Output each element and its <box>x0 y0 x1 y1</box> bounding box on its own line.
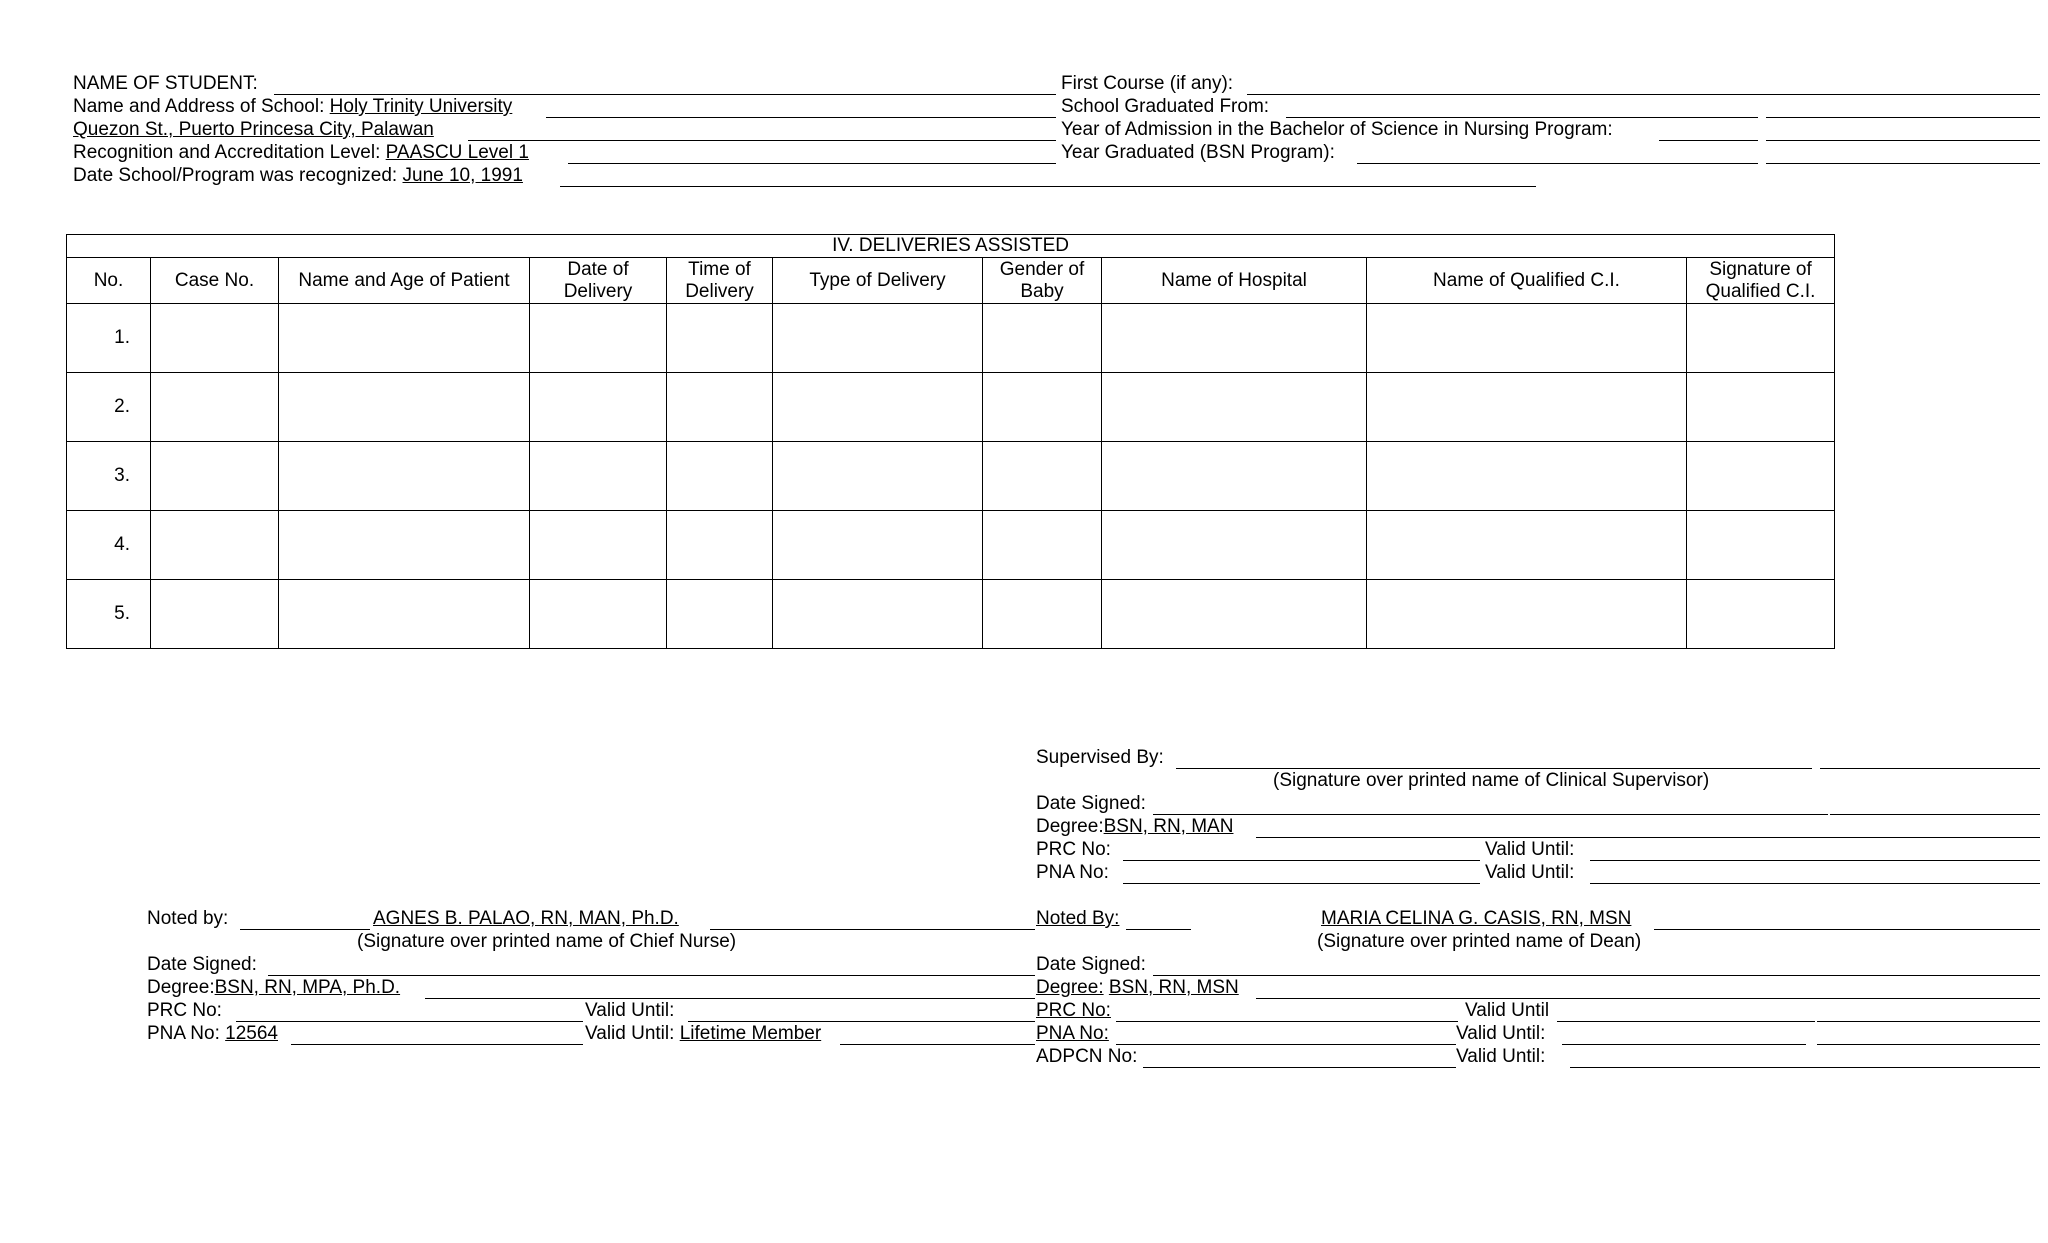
school-name-field[interactable] <box>546 98 1056 118</box>
table-title: IV. DELIVERIES ASSISTED <box>67 235 1835 258</box>
date-recognized-field[interactable] <box>560 167 1536 187</box>
table-row <box>67 511 1835 580</box>
col-header-time: Time of Delivery <box>667 258 773 304</box>
supervisor-prc-valid-field[interactable] <box>1590 841 2040 861</box>
row-number: 4. <box>67 511 151 580</box>
cell[interactable] <box>1687 442 1835 511</box>
dean-date-signed-field[interactable] <box>1153 956 2040 976</box>
dean-pna-valid-field[interactable] <box>1562 1025 1806 1045</box>
dean-signature-field[interactable] <box>1126 910 1191 930</box>
year-admission-field-2[interactable] <box>1766 121 2040 141</box>
cell[interactable] <box>773 511 983 580</box>
school-graduated-field-2[interactable] <box>1766 98 2040 118</box>
school-address: Quezon St., Puerto Princesa City, Palawan <box>73 119 434 140</box>
supervisor-degree-field[interactable] <box>1256 818 2040 838</box>
chief-nurse-pna-field[interactable] <box>291 1025 583 1045</box>
school-graduated-field[interactable] <box>1286 98 1758 118</box>
cell[interactable] <box>667 304 773 373</box>
cell[interactable] <box>1687 304 1835 373</box>
col-header-case-no: Case No. <box>151 258 279 304</box>
cell[interactable] <box>530 442 667 511</box>
recognition-field[interactable] <box>568 144 1056 164</box>
supervisor-date-signed-field[interactable] <box>1153 795 1828 815</box>
cell[interactable] <box>279 511 530 580</box>
cell[interactable] <box>1102 373 1367 442</box>
cell[interactable] <box>151 304 279 373</box>
dean-pna-valid-field-2[interactable] <box>1817 1025 2040 1045</box>
chief-nurse-degree-line: Degree:BSN, RN, MPA, Ph.D. <box>147 977 401 998</box>
cell[interactable] <box>279 373 530 442</box>
dean-signature-field-2[interactable] <box>1654 910 2040 930</box>
col-header-no: No. <box>67 258 151 304</box>
col-header-gender: Gender of Baby <box>983 258 1102 304</box>
cell[interactable] <box>983 373 1102 442</box>
chief-nurse-signature-field-2[interactable] <box>710 910 1035 930</box>
cell[interactable] <box>1687 511 1835 580</box>
year-admission-label: Year of Admission in the Bachelor of Science in Nursing Program: <box>1061 119 1613 140</box>
table-row <box>67 580 1835 649</box>
student-name-label: NAME OF STUDENT: <box>73 73 258 94</box>
cell[interactable] <box>983 442 1102 511</box>
cell[interactable] <box>1102 304 1367 373</box>
chief-nurse-prc-valid-field[interactable] <box>688 1002 1035 1022</box>
cell[interactable] <box>530 580 667 649</box>
cell[interactable] <box>1367 442 1687 511</box>
cell[interactable] <box>279 442 530 511</box>
dean-noted-label: Noted By: <box>1036 908 1120 929</box>
supervisor-signature-field-2[interactable] <box>1820 749 2040 769</box>
col-header-hospital: Name of Hospital <box>1102 258 1367 304</box>
row-number: 1. <box>67 304 151 373</box>
cell[interactable] <box>151 442 279 511</box>
dean-signature-caption: (Signature over printed name of Dean) <box>1317 931 1642 952</box>
cell[interactable] <box>667 373 773 442</box>
year-admission-field[interactable] <box>1659 121 1758 141</box>
supervisor-prc-field[interactable] <box>1123 841 1480 861</box>
cell[interactable] <box>773 580 983 649</box>
school-graduated-label: School Graduated From: <box>1061 96 1270 117</box>
cell[interactable] <box>773 442 983 511</box>
col-header-ci-signature: Signature of Qualified C.I. <box>1687 258 1835 304</box>
dean-degree-line: Degree: BSN, RN, MSN <box>1036 977 1239 998</box>
cell[interactable] <box>530 511 667 580</box>
chief-nurse-prc-label: PRC No: <box>147 1000 222 1021</box>
cell[interactable] <box>1102 511 1367 580</box>
year-graduated-field[interactable] <box>1357 144 1758 164</box>
supervised-by-label: Supervised By: <box>1036 747 1164 768</box>
school-name-line: Name and Address of School: Holy Trinity University <box>73 96 513 117</box>
cell[interactable] <box>530 373 667 442</box>
dean-degree-field[interactable] <box>1256 979 2040 999</box>
cell[interactable] <box>1687 373 1835 442</box>
chief-nurse-pna-valid-field[interactable] <box>840 1025 1035 1045</box>
row-number: 3. <box>67 442 151 511</box>
chief-nurse-signature-field[interactable] <box>240 910 370 930</box>
dean-prc-field[interactable] <box>1116 1002 1458 1022</box>
cell[interactable] <box>151 511 279 580</box>
cell[interactable] <box>667 442 773 511</box>
year-graduated-label: Year Graduated (BSN Program): <box>1061 142 1335 163</box>
cell[interactable] <box>773 304 983 373</box>
dean-prc-valid-field[interactable] <box>1557 1002 1815 1022</box>
dean-adpcn-field[interactable] <box>1143 1048 1456 1068</box>
table-row <box>67 373 1835 442</box>
table-row <box>67 304 1835 373</box>
col-header-ci-name: Name of Qualified C.I. <box>1367 258 1687 304</box>
dean-prc-valid-label: Valid Until <box>1465 1000 1550 1021</box>
recognition-line: Recognition and Accreditation Level: PAASCU Level 1 <box>73 142 529 163</box>
dean-adpcn-valid-label: Valid Until: <box>1456 1046 1546 1067</box>
dean-pna-field[interactable] <box>1116 1025 1456 1045</box>
dean-date-signed-label: Date Signed: <box>1036 954 1146 975</box>
cell[interactable] <box>773 373 983 442</box>
first-course-field[interactable] <box>1247 75 2040 95</box>
supervisor-prc-label: PRC No: <box>1036 839 1111 860</box>
dean-pna-valid-label: Valid Until: <box>1456 1023 1546 1044</box>
cell[interactable] <box>1102 442 1367 511</box>
chief-nurse-noted-label: Noted by: <box>147 908 229 929</box>
dean-prc-label: PRC No: <box>1036 1000 1111 1021</box>
supervisor-signature-caption: (Signature over printed name of Clinical Supervisor) <box>1273 770 1710 791</box>
dean-pna-label: PNA No: <box>1036 1023 1109 1044</box>
deliveries-table <box>66 234 1835 649</box>
cell[interactable] <box>151 373 279 442</box>
col-header-date: Date of Delivery <box>530 258 667 304</box>
chief-nurse-prc-valid-label: Valid Until: <box>585 1000 675 1021</box>
cell[interactable] <box>1367 511 1687 580</box>
chief-nurse-pna-valid-line: Valid Until: Lifetime Member <box>585 1023 822 1044</box>
dean-adpcn-valid-field[interactable] <box>1570 1048 2040 1068</box>
chief-nurse-signature-caption: (Signature over printed name of Chief Nurse) <box>357 931 737 952</box>
table-row <box>67 442 1835 511</box>
chief-nurse-date-signed-field[interactable] <box>268 956 1035 976</box>
supervisor-degree-line: Degree:BSN, RN, MAN <box>1036 816 1234 837</box>
cell[interactable] <box>983 580 1102 649</box>
cell[interactable] <box>279 580 530 649</box>
dean-prc-valid-field-2[interactable] <box>1817 1002 2040 1022</box>
row-number: 2. <box>67 373 151 442</box>
supervisor-pna-field[interactable] <box>1123 864 1480 884</box>
supervisor-pna-valid-field[interactable] <box>1590 864 2040 884</box>
chief-nurse-name: AGNES B. PALAO, RN, MAN, Ph.D. <box>373 908 679 929</box>
cell[interactable] <box>667 511 773 580</box>
student-name-field[interactable] <box>274 75 1056 95</box>
year-graduated-field-2[interactable] <box>1766 144 2040 164</box>
dean-name: MARIA CELINA G. CASIS, RN, MSN <box>1321 908 1632 929</box>
cell[interactable] <box>1367 304 1687 373</box>
cell[interactable] <box>151 580 279 649</box>
cell[interactable] <box>279 304 530 373</box>
supervisor-pna-label: PNA No: <box>1036 862 1109 883</box>
cell[interactable] <box>983 511 1102 580</box>
supervisor-date-signed-field-2[interactable] <box>1830 795 2040 815</box>
cell[interactable] <box>1367 373 1687 442</box>
chief-nurse-pna-line: PNA No: 12564 <box>147 1023 278 1044</box>
first-course-label: First Course (if any): <box>1061 73 1234 94</box>
dean-adpcn-label: ADPCN No: <box>1036 1046 1138 1067</box>
supervisor-date-signed-label: Date Signed: <box>1036 793 1146 814</box>
cell[interactable] <box>1367 580 1687 649</box>
supervisor-signature-field[interactable] <box>1176 749 1812 769</box>
school-address-field[interactable] <box>468 121 1056 141</box>
date-recognized-line: Date School/Program was recognized: June 10, 1991 <box>73 165 523 186</box>
col-header-patient: Name and Age of Patient <box>279 258 530 304</box>
cell[interactable] <box>983 304 1102 373</box>
chief-nurse-degree-field[interactable] <box>425 979 1035 999</box>
cell[interactable] <box>667 580 773 649</box>
chief-nurse-date-signed-label: Date Signed: <box>147 954 257 975</box>
cell[interactable] <box>530 304 667 373</box>
chief-nurse-prc-field[interactable] <box>236 1002 583 1022</box>
cell[interactable] <box>1102 580 1367 649</box>
cell[interactable] <box>1687 580 1835 649</box>
col-header-type: Type of Delivery <box>773 258 983 304</box>
supervisor-prc-valid-label: Valid Until: <box>1485 839 1575 860</box>
row-number: 5. <box>67 580 151 649</box>
supervisor-pna-valid-label: Valid Until: <box>1485 862 1575 883</box>
